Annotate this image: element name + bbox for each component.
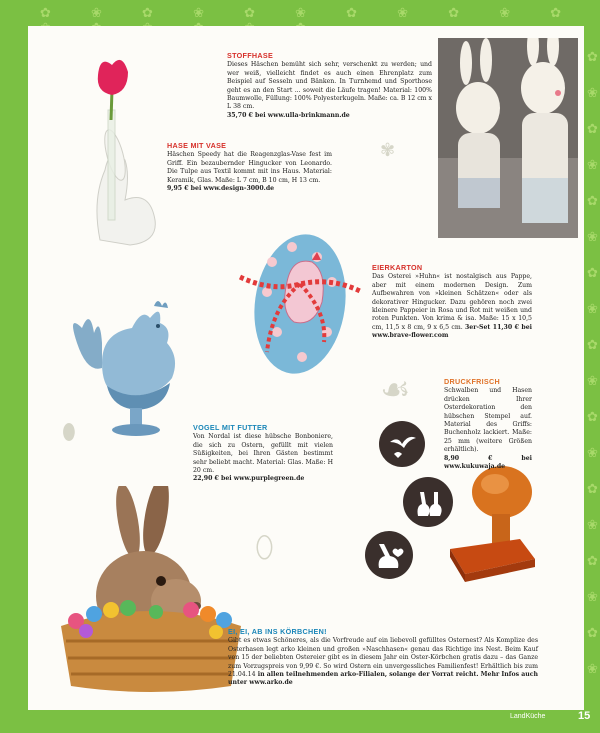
article-heading: STOFFHASE	[227, 51, 274, 60]
fabric-bunnies-image	[438, 38, 578, 238]
article-price: 9,95 € bei www.design-3000.de	[167, 185, 275, 193]
article-price: 22,90 € bei www.purplegreen.de	[193, 475, 305, 483]
article-body: Von Nordal ist diese hübsche Bonboniere, die sich zu Ostern, gefüllt mit vielen Süßigkeiten, bei Ihren Gästen bestimmt sehr beliebt macht. Material: Glas. Maße: H 20 cm.	[193, 433, 333, 475]
stamp-rabbit-heart-image	[364, 530, 414, 580]
stamp-swallows-image	[378, 420, 426, 468]
article-heading: EI, EI, AB INS KÖRBCHEN!	[228, 627, 327, 636]
glass-hen-bonbonniere-image	[62, 288, 192, 443]
article-price: 35,70 € bei www.ulla-brinkmann.de	[227, 111, 350, 119]
article-koerbchen	[228, 628, 538, 688]
article-hase-mit-vase	[167, 142, 332, 193]
sketch-egg-icon: ⬯	[255, 530, 274, 565]
article-druckfrisch	[444, 378, 532, 471]
article-price: 3er-Set 11,30 € bei www.brave-flower.com	[372, 323, 532, 340]
article-heading: VOGEL MIT FUTTER	[193, 423, 268, 432]
article-heading: HASE MIT VASE	[167, 141, 227, 150]
sketch-flower-icon: ✾	[380, 140, 396, 161]
article-vogel-mit-futter	[193, 424, 333, 484]
easter-egg-box-image	[232, 222, 367, 382]
article-body: Schwalben und Hasen drücken Ihrer Osterdekoration den hübschen Stempel auf. Material des Griffs: Buchenholz lackiert. Maße: 25 mm (weitere Größen erhältlich).	[444, 387, 532, 454]
article-body: Das Osterei »Huhn« ist nostalgisch aus Pappe, aber mit einem modernen Design. Zum Aufbewahren von »kleinen Schätzen« oder als dekorativer Hingucker. Dazu gehören noch zwei kleinere Pappeier in Rosa und Rot mit weißen und roten Punkten. Von krima & isa. Maße: 15 x 10,5 cm, 11,5 x 8 cm, 9 x 6,5 cm.	[372, 273, 532, 331]
frame-pattern-top: ✿ ❀ ✿ ❀ ✿ ❀ ✿ ❀ ✿ ❀ ✿	[40, 6, 580, 21]
article-body: Dieses Häschen bemüht sich sehr, verschenkt zu werden; und wer weiß, vielleicht findet es auch einen Ehrenplatz zum Beispiel auf Sesseln und Bänken. In Turnhemd und Sporthose geht es an den Start ... soweit die Läufe tragen! Material: 100% Baumwolle, Füllung: 100% Polyesterkugeln. Maße: ca. B 12 cm x L 38 cm.	[227, 61, 432, 111]
article-body: Gibt es etwas Schöneres, als die Vorfreude auf ein liebevoll gefülltes Osternest? Als Komplize des Osterhasen legt arko kleinen und großen »Naschhasen« genau das Richtige ins Nest. Beim Kauf von 15 der beliebten Ostereier gibt es in diesem Jahr ein Oster-Körbchen gratis dazu – das Ganze zum Vorzugspreis von 9,99 €. So wird Ostern ein unvergessliches Familienfest! Erhältlich bis zum 21.04.14	[228, 637, 538, 679]
frame-pattern-right: ✿ ❀ ✿ ❀ ✿ ❀ ✿ ❀ ✿ ❀ ✿ ❀ ✿ ❀ ✿ ❀ ✿ ❀	[587, 50, 598, 677]
article-stoffhase	[227, 52, 432, 120]
sketch-rabbit-icon: ☙	[380, 370, 411, 410]
article-heading: DRUCKFRISCH	[444, 377, 501, 386]
article-heading: EIERKARTON	[372, 263, 423, 272]
rabbit-basket-image	[56, 486, 246, 696]
article-price: 8,90 € bei www.kukuwaja.de	[444, 454, 532, 471]
magazine-name: LandKüche	[510, 713, 546, 720]
article-body: Häschen Speedy hat die Reagenzglas-Vase fest im Griff. Ein bezaubernder Hingucker von Leonardo. Die Tulpe aus Textil kommt mit ins Haus. Material: Keramik, Glas. Maße: L 7 cm, B 10 cm, H 13 cm.	[167, 151, 332, 184]
rabbit-vase-image	[70, 50, 170, 250]
article-body-bold: in allen teilnehmenden arko-Filialen, solange der Vorrat reicht. Mehr Infos auch unter www.arko.de	[228, 671, 538, 687]
article-eierkarton	[372, 264, 532, 341]
wooden-stamp-image	[440, 464, 540, 584]
sketch-egg-icon: ⬮	[62, 420, 76, 445]
page-number: 15	[578, 710, 591, 722]
